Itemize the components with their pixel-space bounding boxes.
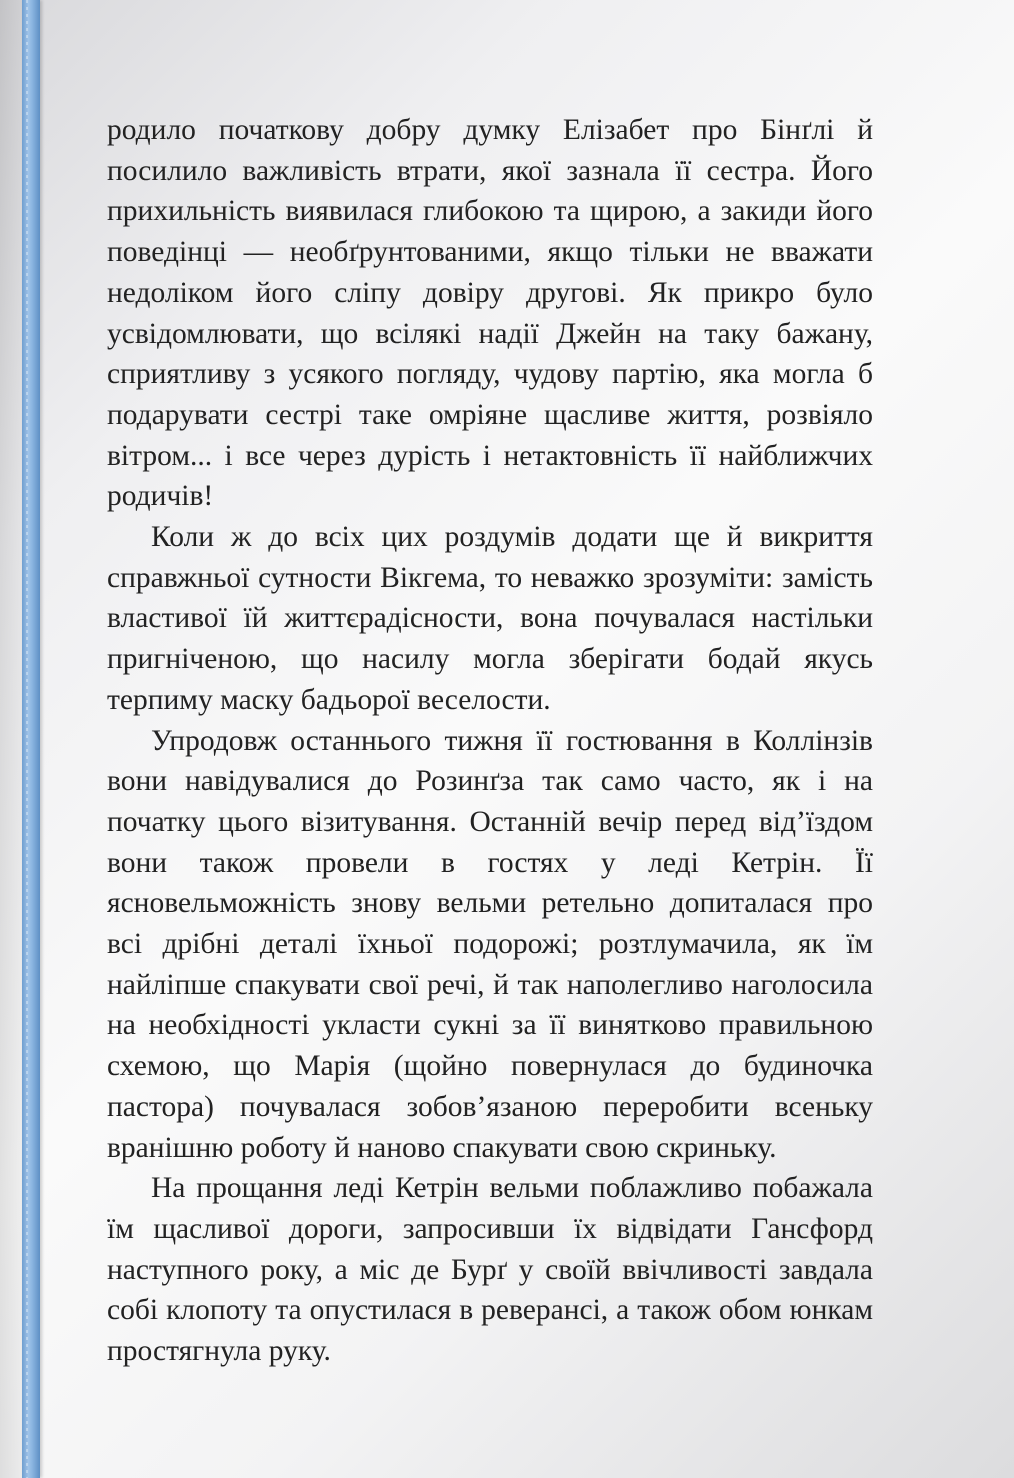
- paragraph-farewell: На прощання леді Кетрін вельми поблажливо побажала їм щасливої дороги, запросивши їх відвідати Гансфорд наступного року, а міс де Бурґ у своїй ввічливості завдала собі клопоту та опустилася в реверансі, а також обом юнкам простягнула руку.: [107, 1172, 873, 1368]
- bookmark-ribbon: [22, 0, 40, 1478]
- paragraph-last-week: Упродовж останнього тижня її гостювання в Коллінзів вони навідувалися до Розинґза так само часто, як і на початку цього візитування. Останній вечір перед від’їздом вони також провели в гостях у леді Кетрін. Її ясновельможність знову вельми ретельно допиталася про всі дрібні деталі їхньої подорожі; розтлумачила, як їм найліпше спакувати свої речі, й так наполегливо наголосила на необхідності укласти сукні за її винятково правильною схемою, що Марія (щойно повернулася до будиночка пастора) почувалася зобов’язаною переробити всеньку вранішню роботу й наново спакувати свою скриньку.: [107, 724, 873, 1164]
- page-body-text: [107, 110, 873, 1372]
- paragraph-continuation: родило початкову добру думку Елізабет про Бінґлі й посилило важливість втрати, якої зазнала її сестра. Його прихильність виявилася глибокою та щирою, а закиди його поведінці — необґрунтованими, якщо тільки не вважати недоліком його сліпу довіру другові. Як прикро було усвідомлювати, що всілякі надії Джейн на таку бажану, сприятливу з усякого погляду, чудову партію, яка могла б подарувати сестрі таке омріяне щасливе життя, розвіяло вітром... і все через дурість і нетактовність її найближчих родичів!: [107, 114, 873, 513]
- paragraph-wickham: Коли ж до всіх цих роздумів додати ще й викриття справжньої сутности Вікгема, то неважко зрозуміти: замість властивої їй життєрадісности, вона почувалася настільки пригніченою, що насилу могла зберігати бодай якусь терпиму маску бадьорої веселости.: [107, 521, 873, 716]
